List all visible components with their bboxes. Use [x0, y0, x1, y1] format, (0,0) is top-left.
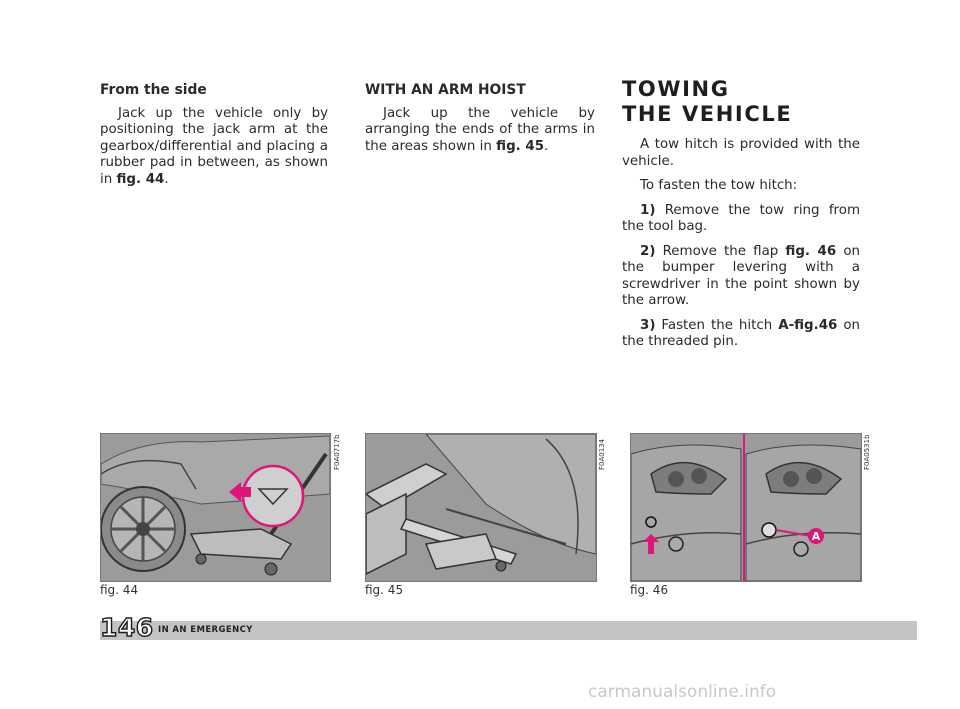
tow-hitch-illustration [631, 434, 861, 581]
section-title: TOWING THE VEHICLE [622, 77, 793, 126]
caption-46: fig. 46 [630, 583, 669, 597]
label-a: A [811, 530, 821, 543]
column-towing [622, 77, 860, 359]
paragraph-side-jacking: Jack up the vehicle only by positioning the jack arm at the gearbox/differential and placing a rubber pad in between, as shown in fig. 44. [100, 105, 328, 187]
step-2: 2) Remove the flap fig. 46 on the bumper levering with a screwdriver in the point shown by the arrow. [622, 243, 860, 308]
watermark: carmanualsonline.info [588, 682, 777, 702]
heading-from-the-side: From the side [100, 82, 207, 98]
jack-side-illustration [101, 434, 330, 581]
heading-arm-hoist: WITH AN ARM HOIST [365, 82, 526, 98]
figure-46-tow-hitch [630, 433, 862, 582]
page-number: 146 [100, 613, 154, 642]
bumper-right [746, 445, 861, 581]
caption-44: fig. 44 [100, 583, 139, 597]
figure-45-arm-hoist [365, 433, 597, 582]
paragraph-intro: A tow hitch is provided with the vehicle. [622, 137, 860, 169]
section-name: IN AN EMERGENCY [158, 625, 253, 635]
figure-code-46: F0A0531b [863, 434, 871, 470]
column-arm-hoist [365, 82, 595, 162]
paragraph-lead: To fasten the tow hitch: [640, 178, 798, 193]
step-3: 3) Fasten the hitch A-fig.46 on the threaded pin. [622, 317, 860, 349]
fig-ref-44: fig. 44 [116, 171, 165, 187]
paragraph-arm-hoist: Jack up the vehicle by arranging the ends of the arms in the areas shown in fig. 45. [365, 105, 595, 154]
fig-ref-45: fig. 45 [496, 138, 545, 154]
column-from-the-side [100, 82, 328, 195]
caption-45: fig. 45 [365, 583, 404, 597]
bumper-left [631, 445, 741, 581]
arm-hoist-illustration [366, 434, 596, 581]
figure-code-45: F0A0134 [598, 438, 606, 470]
step-1: 1) Remove the tow ring from the tool bag. [622, 202, 860, 234]
figure-44-jack-side [100, 433, 331, 582]
figure-code-44: F0A0717b [333, 434, 341, 470]
